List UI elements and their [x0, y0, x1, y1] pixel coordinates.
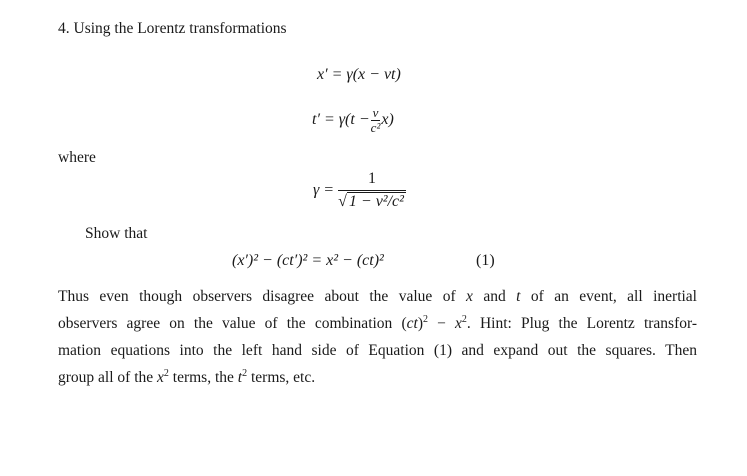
numerator: v: [372, 105, 379, 120]
fraction: [371, 106, 381, 135]
exponent: 2: [163, 368, 169, 379]
radicand: 1 − v²/c²: [348, 193, 404, 210]
text: −: [427, 315, 456, 332]
numerator: 1: [338, 170, 406, 191]
square-root: √ 1 − v²/c²: [338, 193, 404, 210]
math-x: x: [157, 369, 164, 386]
text: mation equations into the left hand side of Equation (1) and expand out the squares. Then: [58, 342, 697, 359]
exponent: 2: [422, 314, 428, 325]
denominator: c²: [370, 120, 381, 135]
math-x: x: [466, 288, 473, 305]
problem-heading: 4. Using the Lorentz transformations: [58, 20, 287, 37]
eq-t-tail: x): [381, 111, 394, 129]
paragraph-line-3: [58, 342, 697, 360]
text: and: [472, 288, 517, 305]
exponent: 2: [242, 368, 248, 379]
math-t: t: [237, 369, 243, 386]
equation-1: (x′)² − (ct′)² = x² − (ct)²: [232, 252, 384, 269]
fraction: [338, 170, 406, 211]
equation-gamma: [313, 170, 406, 211]
eq-t-lhs: t′ = γ(t −: [312, 111, 370, 129]
eq-x-rhs: = γ(x − vt): [331, 66, 401, 83]
text: observers agree on the value of the combination (: [58, 315, 407, 332]
equation-x-prime: [317, 66, 401, 84]
text: Thus even though observers disagree about the value of: [58, 288, 467, 305]
exponent: 2: [461, 314, 467, 325]
where-label: where: [58, 149, 96, 166]
show-that-label: Show that: [85, 225, 148, 242]
text: of an event, all inertial: [520, 288, 697, 305]
paragraph-line-4: [58, 369, 697, 387]
equation-t-prime: [312, 106, 394, 135]
paragraph-line-2: [58, 315, 697, 333]
paragraph-line-1: [58, 288, 697, 306]
text: ): [417, 315, 423, 332]
math-x: x: [455, 315, 462, 332]
text: terms, etc.: [247, 369, 316, 386]
eq-gamma-lhs: γ =: [313, 181, 335, 199]
text: . Hint: Plug the Lorentz transfor-: [466, 315, 698, 332]
text: terms, the: [168, 369, 238, 386]
eq-x-lhs: x′: [317, 66, 328, 83]
math-ct: ct: [406, 315, 418, 332]
math-t: t: [516, 288, 521, 305]
text: group all of the: [58, 369, 158, 386]
equation-number: (1): [476, 252, 495, 269]
